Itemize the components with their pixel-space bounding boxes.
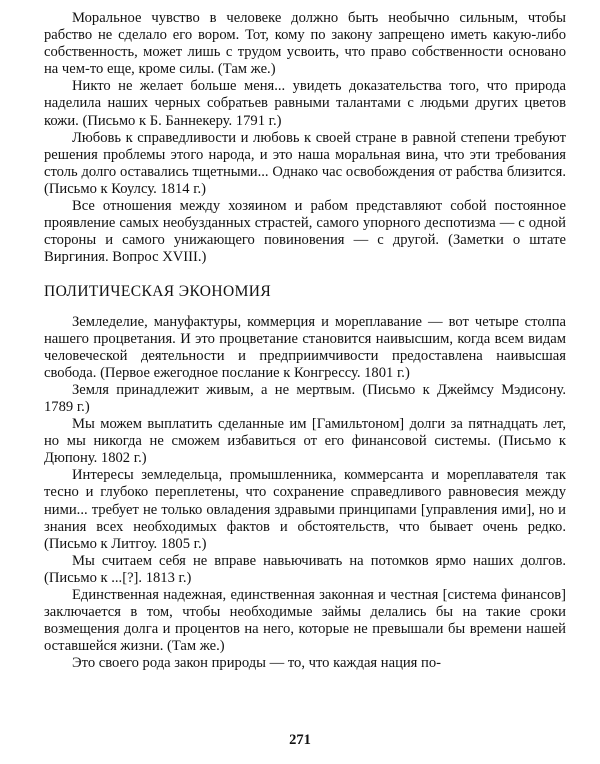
paragraph: Мы можем выплатить сделанные им [Гамильтоном] долги за пятнадцать лет, но мы никогда не сможем избавиться от его финансовой системы. (Письмо к Дюпону. 1802 г.) <box>44 416 566 467</box>
paragraph: Земледелие, мануфактуры, коммерция и мореплавание — вот четыре столпа нашего процветания. И это процветание становится наивысшим, когда всем видам человеческой деятельности и предприимчивости предоставлена наивысшая свобода. (Первое ежегодное послание к Конгрессу. 1801 г.) <box>44 313 566 381</box>
page-body <box>44 10 566 672</box>
section-heading: ПОЛИТИЧЕСКАЯ ЭКОНОМИЯ <box>44 283 272 301</box>
page-number: 271 <box>289 732 311 748</box>
paragraph: Единственная надежная, единственная законная и честная [система финансов] заключается в том, чтобы необходимые займы делались бы на такие сроки возмещения долга и процентов на него, которые не превышали бы времени нашей оставшейся жизни. (Там же.) <box>44 587 566 655</box>
paragraph: Любовь к справедливости и любовь к своей стране в равной степени требуют решения проблемы этого народа, и это наша моральная вина, что эти требования столь долго оставались тщетными... Однако час освобождения от рабства близится. (Письмо к Коулсу. 1814 г.) <box>44 129 566 197</box>
paragraph: Интересы земледельца, промышленника, коммерсанта и мореплавателя так тесно и глубоко переплетены, что сохранение справедливого равновесия между ними... требует не только овладения здравыми принципами [управления ими], но и знания всех необходимых фактов и обстоятельств, что бывает очень редко. (Письмо к Литгоу. 1805 г.) <box>44 467 566 552</box>
paragraph: Все отношения между хозяином и рабом представляют собой постоянное проявление самых необузданных страстей, самого упорного деспотизма — с одной стороны и самого унижающего повиновения — с другой. (Заметки о штате Виргиния. Вопрос XVIII.) <box>44 198 566 266</box>
paragraph: Земля принадлежит живым, а не мертвым. (Письмо к Джеймсу Мэдисону. 1789 г.) <box>44 381 566 415</box>
paragraph: Моральное чувство в человеке должно быть необычно сильным, чтобы рабство не сделало его вором. Тот, кому по закону запрещено иметь какую-либо собственность, может лишь с трудом усвоить, что право собственности основано на чем-то еще, кроме силы. (Там же.) <box>44 10 566 78</box>
paragraph: Это своего рода закон природы — то, что каждая нация по- <box>72 655 442 672</box>
paragraph: Мы считаем себя не вправе навьючивать на потомков ярмо наших долгов. (Письмо к ...[?]. 1813 г.) <box>44 552 566 586</box>
paragraph: Никто не желает больше меня... увидеть доказательства того, что природа наделила наших черных собратьев равными талантами с людьми других цветов кожи. (Письмо к Б. Баннекеру. 1791 г.) <box>44 78 566 129</box>
